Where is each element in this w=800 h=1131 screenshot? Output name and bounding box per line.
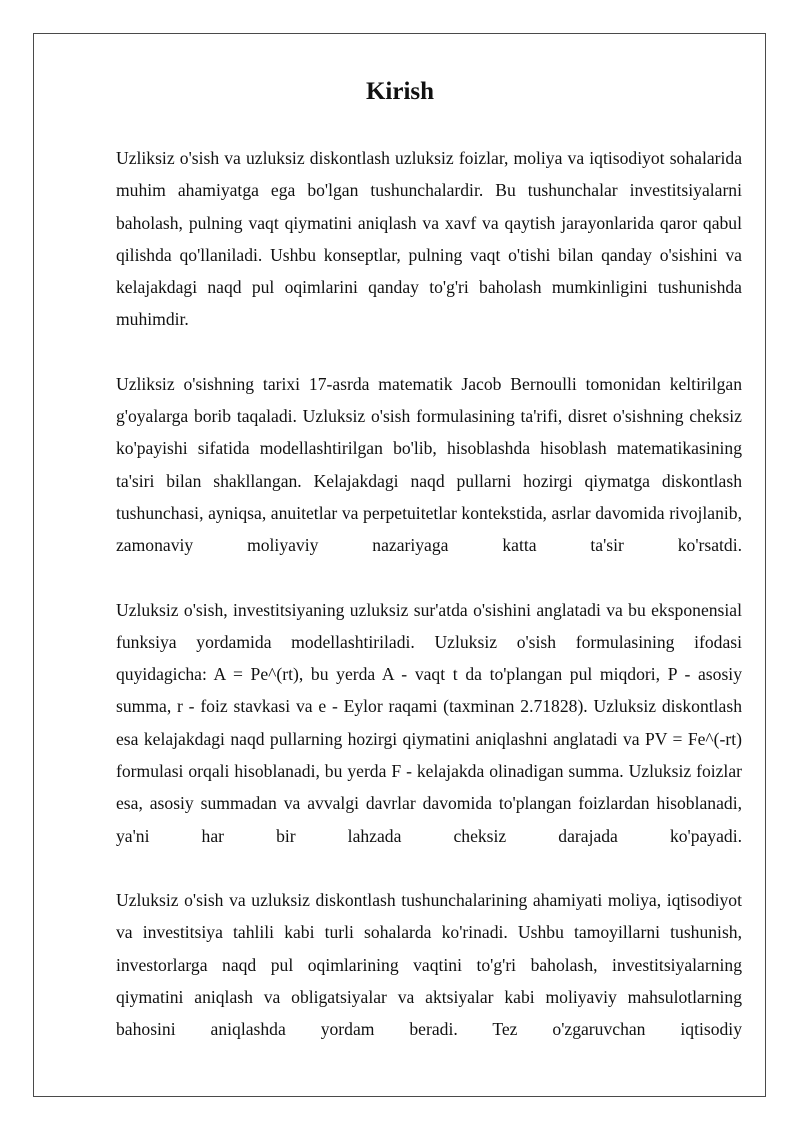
paragraph-4: Uzluksiz o'sish va uzluksiz diskontlash tushunchalarining ahamiyati moliya, iqtisodiyot va investitsiya tahlili kabi turli sohalarda ko'rinadi. Ushbu tamoyillarni tushunish, investorlarga naqd pul oqimlarining vaqtini to'g'ri baholash, investitsiyalarning qiymatini aniqlash va obligatsiyalar va aktsiyalar kabi moliyaviy mahsulotlarning bahosini aniqlashda yordam beradi. Tez o'zgaruvchan iqtisodiy bbox=[116, 889, 742, 1040]
document-body bbox=[116, 142, 742, 1077]
page-title: Kirish bbox=[365, 78, 435, 105]
paragraph-1: Uzliksiz o'sish va uzluksiz diskontlash uzluksiz foizlar, moliya va iqtisodiyot sohalarida muhim ahamiyatga ega bo'lgan tushunchalardir. Bu tushunchalar investitsiyalarni baholash, pulning vaqt qiymatini aniqlash va xavf va qaytish jarayonlarida qaror qabul qilishda qo'llaniladi. Ushbu konseptlar, pulning vaqt o'tishi bilan qanday o'sishini va kelajakdagi naqd pul oqimlarini qanday to'g'ri baholash mumkinligini tushunishda muhimdir. bbox=[116, 148, 742, 330]
paragraph-2: Uzliksiz o'sishning tarixi 17-asrda matematik Jacob Bernoulli tomonidan keltirilgan g'oyalarga borib taqaladi. Uzluksiz o'sish formulasining ta'rifi, disret o'sishning cheksiz ko'payishi sifatida modellashtirilgan bo'lib, hisoblashda hisoblash matematikasining ta'siri bilan shakllangan. Kelajakdagi naqd pullarni hozirgi qiymatga diskontlash tushunchasi, ayniqsa, anuitetlar va perpetuitetlar kontekstida, asrlar davomida rivojlanib, zamonaviy moliyaviy nazariyaga katta ta'sir ko'rsatdi. bbox=[116, 373, 742, 556]
paragraph-3: Uzluksiz o'sish, investitsiyaning uzluksiz sur'atda o'sishini anglatadi va bu eksponensial funksiya yordamida modellashtiriladi. Uzluksiz o'sish formulasining ifodasi quyidagicha: A = Pe^(rt), bu yerda A - vaqt t da to'plangan pul miqdori, P - asosiy summa, r - foiz stavkasi va e - Eylor raqami (taxminan 2.71828). Uzluksiz diskontlash esa kelajakdagi naqd pullarning hozirgi qiymatini aniqlashni anglatadi va PV = Fe^(-rt) formulasi orqali hisoblanadi, bu yerda F - kelajakda olinadigan summa. Uzluksiz foizlar esa, asosiy summadan va avvalgi davrlar davomida to'plangan foizlardan hisoblanadi, ya'ni har bir lahzada cheksiz darajada ko'payadi. bbox=[116, 599, 742, 846]
